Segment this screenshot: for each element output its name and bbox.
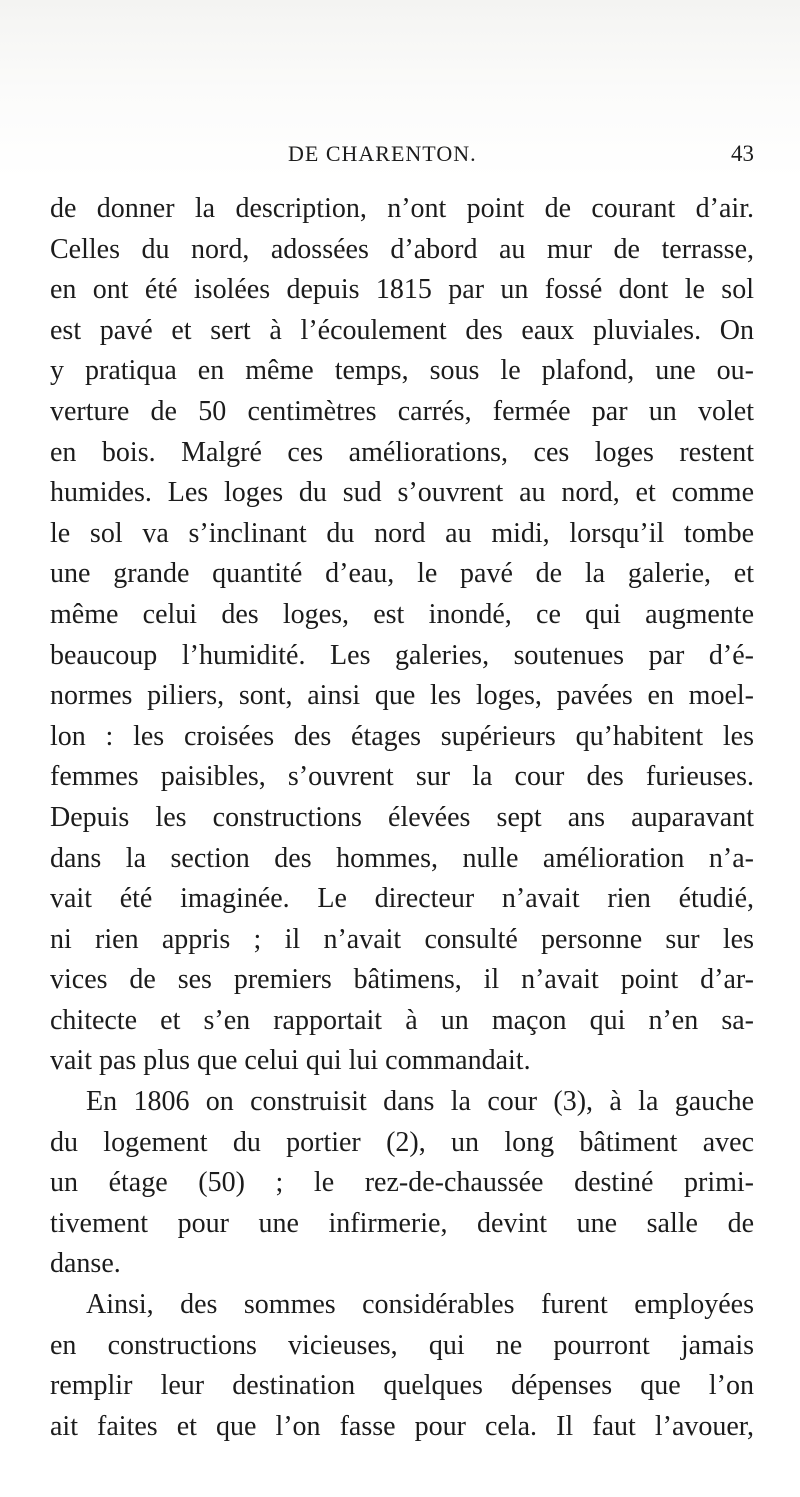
text-line: vait pas plus que celui qui lui commandait.	[50, 1045, 531, 1077]
text-line: En 1806 on construisit dans la cour (3), à la gauche	[86, 1086, 754, 1118]
text-line: normes piliers, sont, ainsi que les loges, pavées en moel-	[50, 680, 754, 712]
text-line: du logement du portier (2), un long bâtiment avec	[50, 1126, 754, 1158]
text-line: en bois. Malgré ces améliorations, ces loges restent	[50, 436, 754, 468]
text-line: y pratiqua en même temps, sous le plafond, une ou-	[50, 355, 754, 387]
text-line: est pavé et sert à l’écoulement des eaux pluviales. On	[50, 314, 754, 346]
text-line: de donner la description, n’ont point de courant d’air.	[50, 193, 754, 224]
text-line: verture de 50 centimètres carrés, fermée par un volet	[50, 395, 754, 427]
text-line: remplir leur destination quelques dépenses que l’on	[50, 1370, 754, 1402]
text-line: femmes paisibles, s’ouvrent sur la cour des furieuses.	[50, 761, 754, 793]
text-line: tivement pour une infirmerie, devint une salle de	[50, 1207, 754, 1239]
page-header	[50, 141, 754, 177]
text-line: le sol va s’inclinant du nord au midi, lorsqu’il tombe	[50, 517, 754, 549]
text-line: une grande quantité d’eau, le pavé de la galerie, et	[50, 558, 754, 590]
text-line: dans la section des hommes, nulle amélioration n’a-	[50, 842, 754, 874]
text-line: ni rien appris ; il n’avait consulté personne sur les	[50, 923, 754, 955]
body-text	[50, 189, 754, 1447]
text-line: en constructions vicieuses, qui ne pourront jamais	[50, 1329, 754, 1361]
running-title: DE CHARENTON.	[288, 141, 477, 166]
text-line: lon : les croisées des étages supérieurs qu’habitent les	[50, 720, 754, 752]
text-line: chitecte et s’en rapportait à un maçon qui n’en sa-	[50, 1004, 754, 1036]
text-line: vait été imaginée. Le directeur n’avait rien étudié,	[50, 883, 754, 915]
text-line: même celui des loges, est inondé, ce qui augmente	[50, 598, 754, 630]
text-line: ait faites et que l’on fasse pour cela. Il faut l’avouer,	[50, 1410, 754, 1442]
text-line: Ainsi, des sommes considérables furent employées	[86, 1289, 754, 1321]
text-line: humides. Les loges du sud s’ouvrent au nord, et comme	[50, 477, 754, 509]
text-line: en ont été isolées depuis 1815 par un fossé dont le sol	[50, 274, 754, 306]
text-line: vices de ses premiers bâtimens, il n’avait point d’ar-	[50, 964, 754, 996]
text-line: beaucoup l’humidité. Les galeries, soutenues par d’é-	[50, 639, 754, 671]
text-line: Celles du nord, adossées d’abord au mur de terrasse,	[50, 233, 754, 265]
text-line: un étage (50) ; le rez-de-chaussée destiné primi-	[50, 1167, 754, 1199]
page-number: 43	[731, 141, 754, 166]
text-line: Depuis les constructions élevées sept ans auparavant	[50, 801, 754, 833]
text-line: danse.	[50, 1248, 121, 1280]
